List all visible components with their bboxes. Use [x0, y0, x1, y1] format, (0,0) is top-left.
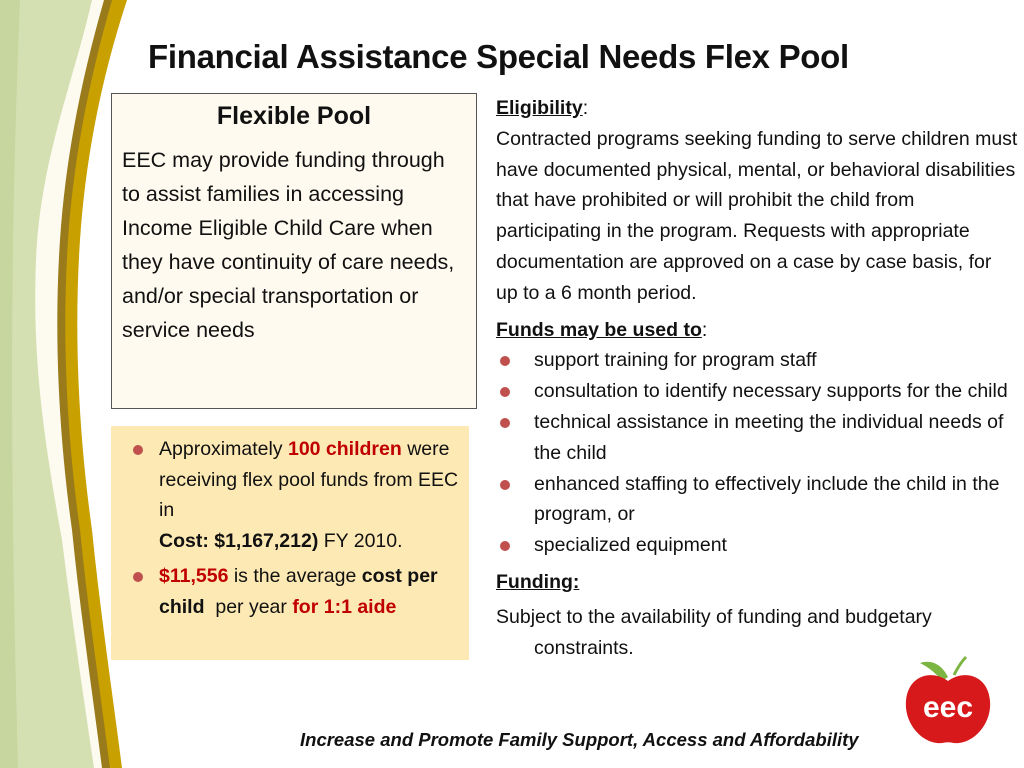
funds-item-text: consultation to identify necessary supports for the child [534, 380, 1008, 403]
eligibility-section [496, 93, 1018, 309]
funding-text: Subject to the availability of funding and budgetary constraints. [496, 605, 932, 659]
funding-section [496, 567, 1018, 663]
children-count: 100 children [287, 438, 402, 460]
eligibility-text: Contracted programs seeking funding to serve children must have documented physical, mental, or behavioral disabilities that have prohibited or will prohibit the child from participating in the program. Requests with appropriate documentation are approved on a case by case basis, for up to a 6 month period. [496, 127, 1018, 304]
stats-box [111, 426, 469, 660]
bullet-icon [133, 572, 143, 582]
funds-item-text: technical assistance in meeting the individual needs of the child [534, 410, 1004, 464]
funds-item [496, 376, 1018, 407]
stats-text: were receiving flex pool funds from EEC in [159, 438, 459, 521]
funds-item [496, 407, 1018, 469]
funds-list [496, 345, 1018, 561]
aide-ratio: for 1:1 aide [292, 595, 397, 618]
average-cost-amount: $11,556 [159, 565, 229, 587]
flexible-pool-text: EEC may provide funding through to assist families in accessing Income Eligible Child Care when they have continuity of care needs, and/or special transportation or service needs [122, 148, 455, 342]
flexible-pool-box [111, 93, 477, 409]
bullet-icon [500, 356, 510, 366]
eligibility-heading: Eligibility [496, 97, 583, 119]
logo-text: eec [922, 691, 974, 724]
stats-item-children [121, 434, 459, 556]
flexible-pool-heading: Flexible Pool [216, 102, 372, 130]
funds-item [496, 530, 1018, 561]
stats-text: Approximately [159, 438, 288, 460]
stats-list [121, 434, 459, 622]
slide-footer: Increase and Promote Family Support, Access and Affordability [300, 729, 859, 750]
funds-item-text: enhanced staffing to effectively include the child in the program, or [534, 472, 1000, 526]
stats-item-cost [121, 561, 459, 622]
bullet-icon [500, 387, 510, 397]
funds-heading: Funds may be used to [496, 318, 702, 341]
funds-item [496, 469, 1018, 531]
stats-text: per year [204, 595, 293, 618]
funds-item-text: support training for program staff [534, 349, 817, 372]
eec-apple-logo [902, 655, 994, 747]
funds-section [496, 315, 1018, 561]
bullet-icon [500, 480, 510, 490]
eligibility-colon: : [582, 97, 589, 119]
fiscal-year: FY 2010. [318, 529, 403, 552]
bullet-icon [500, 418, 510, 428]
stats-text: is the average [228, 565, 362, 587]
total-cost: Cost: $1,167,212) [159, 529, 319, 552]
details-column [496, 93, 1018, 663]
funds-colon: : [701, 318, 708, 341]
funding-heading: Funding: [496, 570, 580, 593]
bullet-icon [133, 445, 143, 455]
funds-item-text: specialized equipment [534, 534, 727, 557]
bullet-icon [500, 541, 510, 551]
funds-item [496, 345, 1018, 376]
cost-per-child-label: cost per child [159, 565, 438, 618]
slide-title: Financial Assistance Special Needs Flex Pool [148, 38, 849, 75]
